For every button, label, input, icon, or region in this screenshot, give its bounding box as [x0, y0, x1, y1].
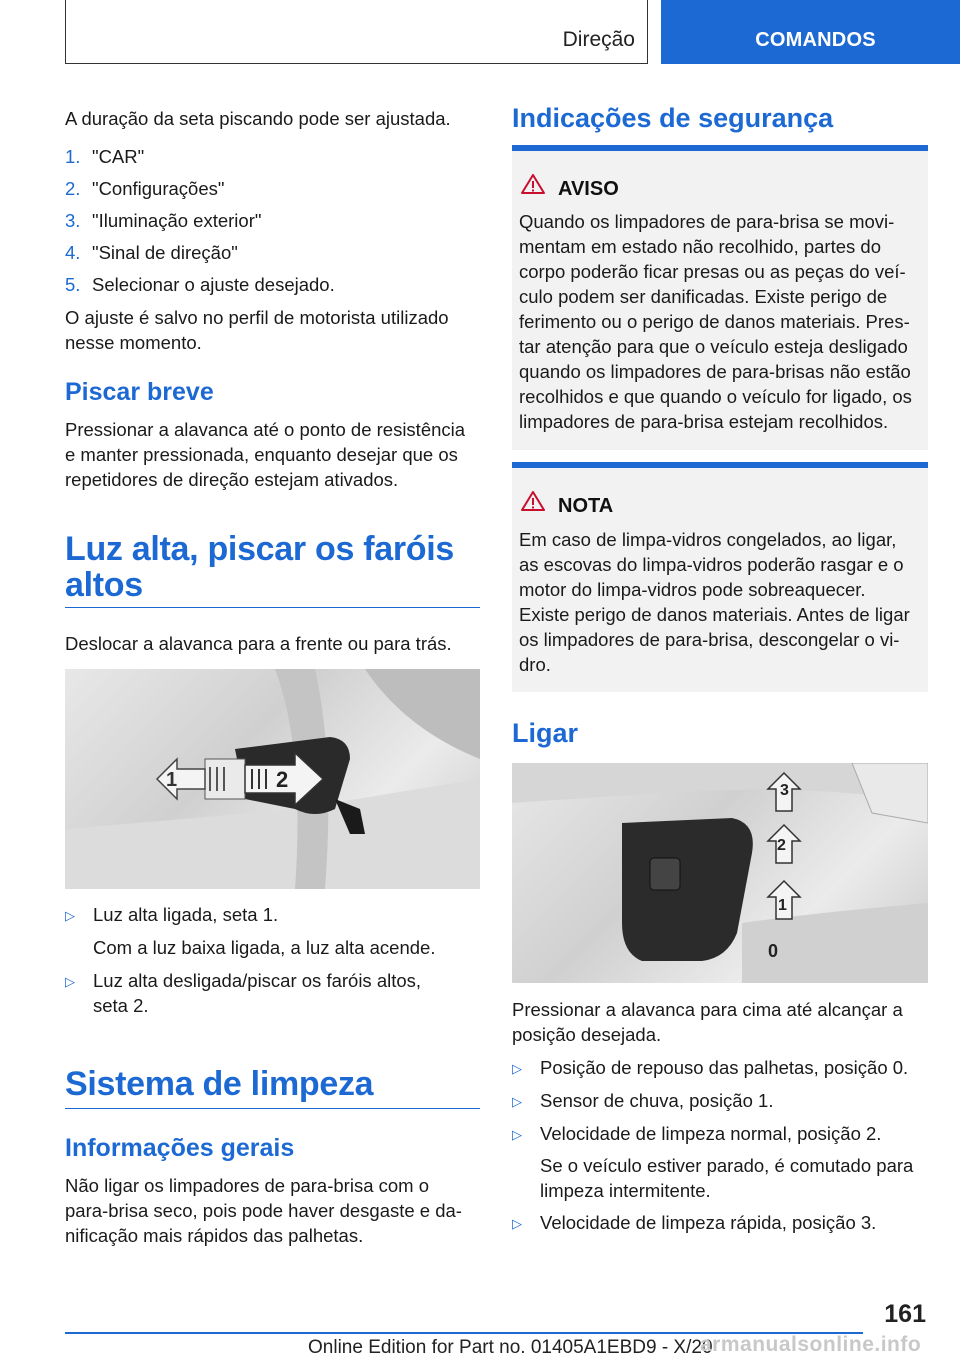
warning-body-nota — [519, 527, 924, 677]
lever-illustration-2 — [512, 763, 928, 983]
warning-box-aviso — [512, 145, 928, 450]
warning-line: Quando os limpadores de para-brisa se movi- — [519, 211, 895, 232]
heading-informacoes-gerais: Informações gerais — [65, 1134, 295, 1162]
heading-rule — [65, 1108, 480, 1109]
bullet-triangle-icon: ▷ — [512, 1061, 522, 1076]
heading-indicacoes-seguranca: Indicações de segurança — [512, 103, 834, 133]
list-item-subtext: limpeza intermitente. — [540, 1180, 711, 1201]
step-text: "Iluminação exterior" — [92, 210, 262, 231]
heading-rule — [65, 607, 480, 608]
warning-line: recolhidos e que quando o veículo for ligado, os — [519, 386, 912, 407]
step-number: 2. — [65, 178, 81, 199]
info-text-line: para-brisa seco, pois pode haver desgaste e da- — [65, 1200, 462, 1221]
figure-label-1: 1 — [778, 897, 787, 914]
bullet-triangle-icon: ▷ — [512, 1216, 522, 1231]
intro-text: A duração da seta piscando pode ser ajustada. — [65, 108, 451, 129]
watermark-text: armanualsonline.info — [700, 1333, 922, 1356]
warning-line: Existe perigo de danos materiais. Antes de ligar — [519, 604, 910, 625]
piscar-text-line: e manter pressionada, enquanto desejar que os — [65, 444, 458, 465]
header-chapter-label: COMANDOS — [755, 29, 876, 51]
warning-body-aviso — [519, 209, 924, 434]
figure-label-2: 2 — [276, 767, 289, 792]
info-text-line: Não ligar os limpadores de para-brisa com o — [65, 1175, 430, 1196]
step-number: 4. — [65, 242, 81, 263]
list-item-text-cont: seta 2. — [93, 995, 149, 1016]
header-section-title: Direção — [562, 28, 635, 51]
warning-line: motor do limpa-vidros pode sobreaquecer. — [519, 579, 866, 600]
warning-line: as escovas do limpa-vidros poderão rasgar e o — [519, 554, 904, 575]
list-item-text: Velocidade de limpeza normal, posição 2. — [540, 1123, 882, 1144]
heading-sistema-limpeza: Sistema de limpeza — [65, 1065, 374, 1103]
lever-figure-1 — [65, 669, 480, 889]
lever-figure-2 — [512, 763, 928, 983]
saved-text-line: O ajuste é salvo no perfil de motorista utilizado — [65, 307, 449, 328]
saved-text-line: nesse momento. — [65, 332, 202, 353]
warning-line: ferimento ou o perigo de danos materiais. Pres- — [519, 311, 910, 332]
page-number: 161 — [884, 1300, 926, 1328]
step-text: "Configurações" — [92, 178, 225, 199]
lever-illustration-1 — [65, 669, 480, 889]
warning-line: corpo poderão ficar presas ou as peças do veí- — [519, 261, 906, 282]
luz-desc: Deslocar a alavanca para a frente ou para trás. — [65, 633, 452, 654]
warning-triangle-icon — [520, 490, 546, 512]
figure-label-1: 1 — [166, 769, 178, 791]
warning-triangle-icon — [520, 173, 546, 195]
warning-line: mentam em estado não recolhido, partes do — [519, 236, 881, 257]
header-chapter-tab — [661, 0, 960, 64]
heading-ligar: Ligar — [512, 718, 579, 748]
list-item-text: Sensor de chuva, posição 1. — [540, 1090, 774, 1111]
warning-line: quando os limpadores de para-brisas não estão — [519, 361, 911, 382]
warning-line: dro. — [519, 654, 551, 675]
heading-luz-alta-line2: altos — [65, 566, 143, 604]
ligar-text-line: Pressionar a alavanca para cima até alcançar a — [512, 999, 903, 1020]
piscar-text-line: repetidores de direção estejam ativados. — [65, 469, 399, 490]
ligar-text-line: posição desejada. — [512, 1024, 662, 1045]
list-item-text: Velocidade de limpeza rápida, posição 3. — [540, 1212, 877, 1233]
heading-piscar-breve: Piscar breve — [65, 378, 214, 406]
list-item-subtext: Se o veículo estiver parado, é comutado para — [540, 1155, 914, 1176]
bullet-triangle-icon: ▷ — [65, 974, 75, 989]
warning-line: Em caso de limpa-vidros congelados, ao ligar, — [519, 529, 897, 550]
warning-head-nota: NOTA — [558, 495, 614, 517]
header-section-box — [65, 0, 648, 64]
list-item-subtext: Com a luz baixa ligada, a luz alta acende. — [93, 937, 436, 958]
bullet-triangle-icon: ▷ — [65, 908, 75, 923]
figure-label-0: 0 — [768, 941, 779, 961]
figure-label-2: 2 — [777, 837, 786, 854]
step-number: 5. — [65, 274, 81, 295]
figure-label-3: 3 — [780, 782, 789, 799]
warning-line: limpadores de para-brisa estejam recolhidos. — [519, 411, 889, 432]
step-number: 3. — [65, 210, 81, 231]
warning-line: os limpadores de para-brisa, descongelar o vi- — [519, 629, 900, 650]
info-text-line: nificação mais rápidos das palhetas. — [65, 1225, 364, 1246]
list-item-text: Posição de repouso das palhetas, posição 0. — [540, 1057, 909, 1078]
heading-luz-alta-line1: Luz alta, piscar os faróis — [65, 530, 454, 568]
step-number: 1. — [65, 146, 81, 167]
step-text: Selecionar o ajuste desejado. — [92, 274, 335, 295]
footer-edition: Online Edition for Part no. 01405A1EBD9 - X/20 — [308, 1337, 713, 1358]
piscar-text-line: Pressionar a alavanca até o ponto de resistência — [65, 419, 466, 440]
step-text: "Sinal de direção" — [92, 242, 238, 263]
bullet-triangle-icon: ▷ — [512, 1094, 522, 1109]
list-item-text: Luz alta ligada, seta 1. — [93, 904, 279, 925]
warning-line: culo podem ser danificadas. Existe perigo de — [519, 286, 888, 307]
warning-line: tar atenção para que o veículo esteja desligado — [519, 336, 908, 357]
bullet-triangle-icon: ▷ — [512, 1127, 522, 1142]
warning-box-nota — [512, 462, 928, 692]
list-item-text: Luz alta desligada/piscar os faróis altos, — [93, 970, 422, 991]
step-text: "CAR" — [92, 146, 145, 167]
warning-head-aviso: AVISO — [558, 178, 619, 200]
